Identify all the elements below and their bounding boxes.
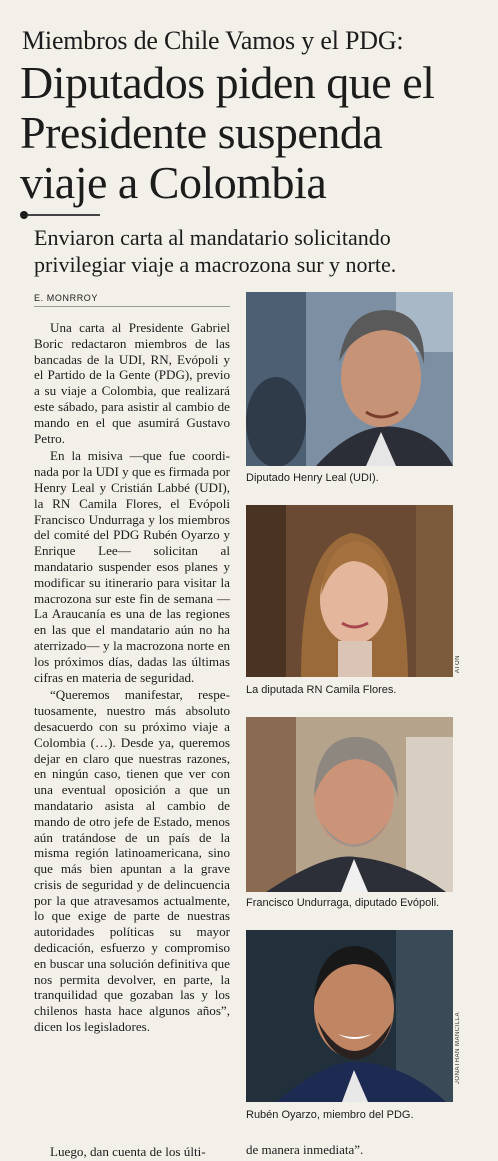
kicker: Miembros de Chile Vamos y el PDG: <box>22 26 404 55</box>
paragraph: “Queremos manifestar, respetuosamente, nuestro más absoluto desacuerdo con su próximo viaje a Colombia (…). Desde ya, queremos dejar en claro que nuestras razones, en ningún caso, tienen que ver con una eventual oposición a que un mandatario asista al cambio de mando de otro jefe de Estado, menos aún tratándose de un país de la misma región latinoamericana, sino que más bien apuntan a la grave crisis de seguridad y de delincuencia por la que atravesamos actualmente, lo que exige de parte de nuestras autoridades políticas su mayor dedicación, esfuerzo y compromiso en buscar una solución definitiva que nos permita devolver, en parte, la tranquilidad que gozaban las y los chilenos hasta hace algunos años”, dicen los legisladores. <box>34 687 230 1035</box>
caption: Diputado Henry Leal (UDI). <box>246 472 379 484</box>
deck <box>34 224 396 278</box>
byline-rule <box>34 306 230 307</box>
deck-line: privilegiar viaje a macrozona sur y norte. <box>34 252 397 277</box>
photo-credit: JONATHAN MANCILLA <box>455 1012 461 1085</box>
photo-camila-flores <box>246 505 453 677</box>
headline-line: Presidente suspenda <box>20 107 383 158</box>
right-column-continuation: de manera inmediata”. <box>246 1142 364 1157</box>
article-body <box>34 320 230 1159</box>
photo-henry-leal <box>246 292 453 466</box>
paragraph: En la misiva —que fue coordinada por la UDI y que es firmada por Henry Leal y Cristián Labbé (UDI), la RN Camila Flores, el Evópoli Francisco Undurraga y los miembros del comité del PDG Rubén Oyarzo y Enrique Lee— solicitan al mandatario suspender esos planes y modificar su itinerario para visitar la macrozona sur este fin de semana —La Araucanía es una de las regiones en las que el mandatario aún no ha aterrizado— y la macrozona norte en los próximos días, dadas las últimas cifras en materia de seguridad. <box>34 448 230 685</box>
photo-credit: ATON <box>455 655 461 674</box>
photo-francisco-undurraga <box>246 717 453 892</box>
caption: Francisco Undurraga, diputado Evópoli. <box>246 897 440 909</box>
deck-line: Enviaron carta al mandatario solicitando <box>34 225 391 250</box>
divider-line <box>28 214 100 216</box>
caption: La diputada RN Camila Flores. <box>246 684 397 696</box>
headline-line: viaje a Colombia <box>20 157 327 208</box>
headline-line: Diputados piden que el <box>20 57 435 108</box>
divider-dot <box>20 211 28 219</box>
byline: E. MONRROY <box>34 293 99 303</box>
headline <box>20 58 434 208</box>
photo-ruben-oyarzo <box>246 930 453 1102</box>
paragraph-continued: Luego, dan cuenta de los últi- <box>50 1144 206 1159</box>
paragraph: Una carta al Presidente Gabriel Boric redactaron miembros de las bancadas de la UDI, RN, Evópoli y el Partido de la Gente (PDG), previo a su viaje a Colombia, que realizará este sábado, para asistir al cambio de mando en el que asumirá Gustavo Petro. <box>34 320 230 446</box>
caption: Rubén Oyarzo, miembro del PDG. <box>246 1109 414 1121</box>
